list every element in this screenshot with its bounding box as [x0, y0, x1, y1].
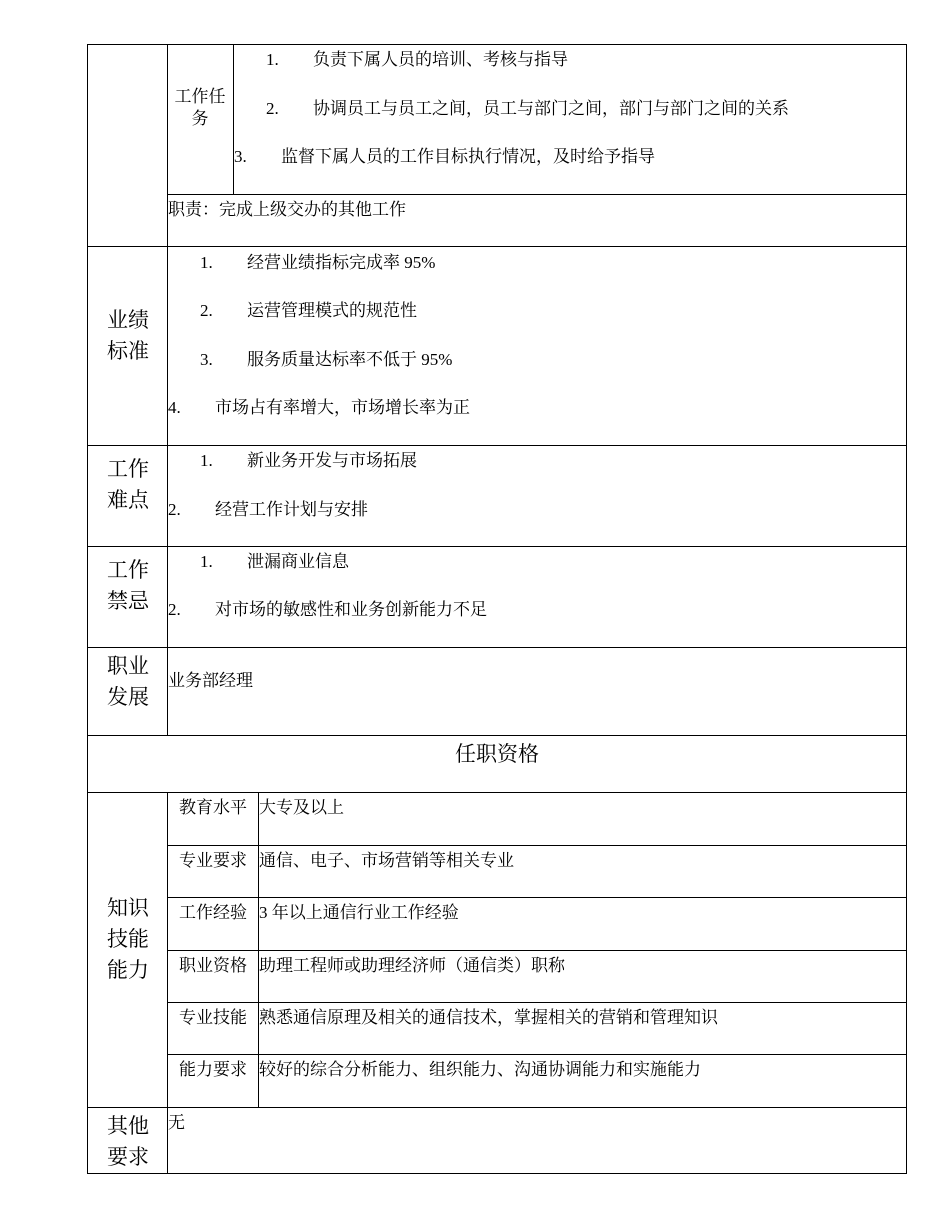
task-label: 工作任务 [174, 87, 226, 128]
qualification-row-label: 专业要求 [179, 851, 247, 870]
task-item [266, 99, 789, 119]
row-divider [87, 735, 907, 736]
item-text: 新业务开发与市场拓展 [247, 451, 417, 470]
qualification-row-value: 熟悉通信原理及相关的通信技术，掌握相关的营销和管理知识 [259, 1008, 718, 1027]
table-border-top [87, 44, 907, 45]
item-number: 2. [168, 500, 181, 519]
item-number: 2. [168, 600, 181, 619]
row-divider [167, 1054, 907, 1055]
qualification-row-label: 能力要求 [179, 1060, 247, 1079]
item-number: 1. [200, 552, 213, 571]
other-duty-text: 职责：完成上级交办的其他工作 [168, 200, 406, 219]
item-text: 对市场的敏感性和业务创新能力不足 [215, 600, 487, 619]
performance-item [200, 350, 452, 370]
career-label: 职业发展 [107, 654, 149, 709]
row-divider [87, 445, 907, 446]
task-label-divider [233, 44, 234, 195]
taboo-item [200, 552, 349, 572]
table-border-bottom [87, 1173, 907, 1174]
taboo-label: 工作禁忌 [107, 558, 149, 613]
difficulty-item [168, 500, 368, 520]
knowledge-label: 知识技能能力 [107, 896, 149, 982]
item-text: 泄漏商业信息 [247, 552, 349, 571]
qualification-row-value: 3 年以上通信行业工作经验 [259, 903, 459, 922]
row-divider [87, 647, 907, 648]
qualification-row-value: 大专及以上 [259, 798, 344, 817]
taboo-item [168, 600, 487, 620]
task-number: 1. [266, 50, 279, 69]
other-text: 无 [168, 1113, 185, 1132]
row-divider [87, 246, 907, 247]
item-number: 2. [200, 301, 213, 320]
difficulty-item [200, 451, 417, 471]
item-number: 1. [200, 253, 213, 272]
label-column-divider [167, 44, 168, 736]
performance-item [168, 398, 470, 418]
table-border-right [906, 44, 907, 1174]
row-divider [167, 1002, 907, 1003]
qualification-row-value: 通信、电子、市场营销等相关专业 [259, 851, 514, 870]
career-text: 业务部经理 [168, 671, 253, 690]
performance-item [200, 253, 435, 273]
item-number: 1. [200, 451, 213, 470]
task-number: 3. [234, 147, 247, 166]
item-number: 3. [200, 350, 213, 369]
task-text: 协调员工与员工之间，员工与部门之间，部门与部门之间的关系 [313, 99, 789, 118]
qualification-row-label: 职业资格 [179, 956, 247, 975]
task-item [266, 50, 568, 70]
row-divider [167, 897, 907, 898]
qualification-row-label: 工作经验 [179, 903, 247, 922]
item-text: 经营业绩指标完成率 95% [247, 253, 436, 272]
task-item [234, 147, 655, 167]
qualification-row-label: 教育水平 [179, 798, 247, 817]
task-text: 负责下属人员的培训、考核与指导 [313, 50, 568, 69]
difficulty-label: 工作难点 [107, 457, 149, 512]
performance-item [200, 301, 417, 321]
qualification-row-value: 助理工程师或助理经济师（通信类）职称 [259, 956, 565, 975]
task-text: 监督下属人员的工作目标执行情况，及时给予指导 [281, 147, 655, 166]
item-number: 4. [168, 398, 181, 417]
row-divider [167, 194, 907, 195]
qualification-row-label: 专业技能 [179, 1008, 247, 1027]
item-text: 经营工作计划与安排 [215, 500, 368, 519]
task-number: 2. [266, 99, 279, 118]
qualification-row-value: 较好的综合分析能力、组织能力、沟通协调能力和实施能力 [259, 1060, 701, 1079]
table-border-left [87, 44, 88, 1174]
row-divider [87, 792, 907, 793]
performance-label: 业绩标准 [107, 308, 149, 363]
item-text: 运营管理模式的规范性 [247, 301, 417, 320]
item-text: 服务质量达标率不低于 95% [247, 350, 453, 369]
row-divider [167, 845, 907, 846]
row-divider [87, 546, 907, 547]
row-divider [87, 1107, 907, 1108]
item-text: 市场占有率增大，市场增长率为正 [215, 398, 470, 417]
qualification-header: 任职资格 [455, 742, 539, 766]
other-label: 其他要求 [107, 1114, 149, 1169]
row-divider [167, 950, 907, 951]
